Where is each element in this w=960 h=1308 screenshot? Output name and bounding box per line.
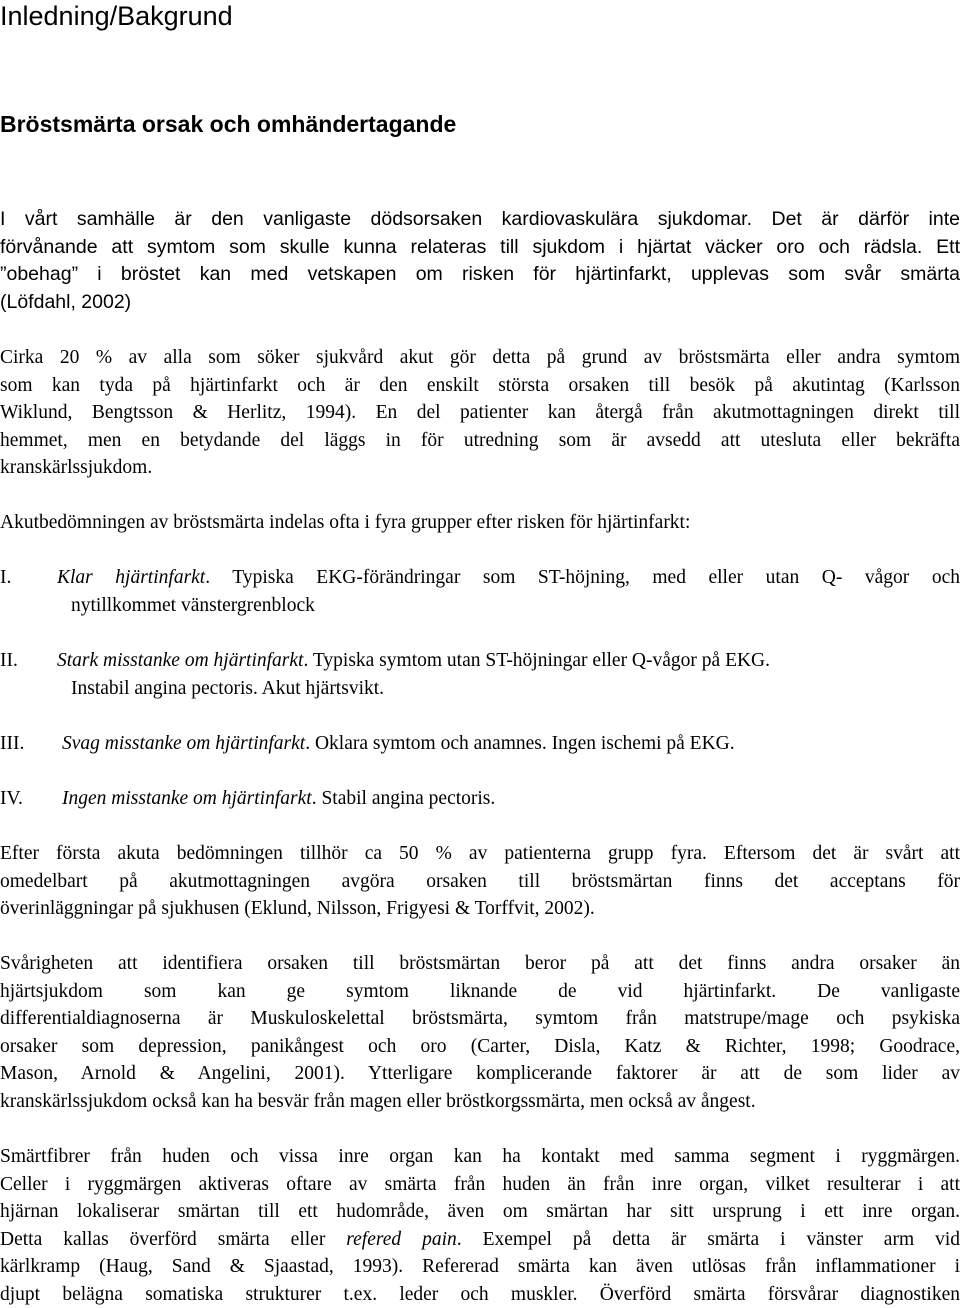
text-line: omedelbart på akutmottagningen avgöra orsaken till bröstsmärtan finns det acceptans för <box>0 870 960 892</box>
text-line: Mason, Arnold & Angelini, 2001). Ytterligare komplicerande faktorer är att de som lider av <box>0 1063 960 1084</box>
text-line: Celler i ryggmärgen aktiveras oftare av smärta från huden än från inre organ, vilket resulterar i att <box>0 1173 960 1195</box>
text-line: orsaker som depression, panikångest och oro (Carter, Disla, Katz & Richter, 1998; Goodrace, <box>0 1035 960 1057</box>
group-description: . Oklara symtom och anamnes. Ingen ischemi på EKG. <box>305 733 735 754</box>
text-line: hjärnan lokaliserar smärtan till ett hudområde, även om smärtan har sitt ursprung i ett inre organ. <box>0 1201 960 1222</box>
list-number: IV. <box>0 788 23 809</box>
text-line: hjärtsjukdom som kan ge symtom liknande de vid hjärtinfarkt. De vanligaste <box>0 980 960 1002</box>
list-item <box>0 785 960 813</box>
text-line: som kan tyda på hjärtinfarkt och är den enskilt största orsaken till besök på akutintag (Karlsson <box>0 374 960 396</box>
group-title: Ingen misstanke om hjärtinfarkt <box>62 788 312 809</box>
list-item <box>0 647 960 703</box>
emphasis-term: refered pain <box>346 1228 457 1250</box>
paragraph-4 <box>0 840 960 923</box>
page-heading: Inledning/Bakgrund <box>0 1 233 31</box>
group-description: . Typiska EKG-förändringar som ST-höjning, med eller utan Q- vågor och <box>205 567 960 588</box>
text-line: kranskärlssjukdom också kan ha besvär från magen eller bröstkorgssmärta, men också av ångest. <box>0 1090 756 1112</box>
text-line: Svårigheten att identifiera orsaken till bröstsmärtan beror på att det finns andra orsaker än <box>0 953 960 974</box>
text-line: Efter första akuta bedömningen tillhör ca 50 % av patienterna grupp fyra. Eftersom det är svårt att <box>0 843 960 864</box>
list-number: II. <box>0 650 18 671</box>
paragraph-6 <box>0 1143 960 1308</box>
text-line: Detta kallas överförd smärta eller refered pain. Exempel på detta är smärta i vänster arm vid <box>0 1228 960 1250</box>
group-title: Klar hjärtinfarkt <box>57 567 206 588</box>
text-line: I vårt samhälle är den vanligaste dödsorsaken kardiovaskulära sjukdomar. Det är därför inte <box>0 208 960 230</box>
text-line: Wiklund, Bengtsson & Herlitz, 1994). En del patienter kan återgå från akutmottagningen direkt till <box>0 402 960 423</box>
paragraph-1 <box>0 206 960 316</box>
paragraph-5 <box>0 950 960 1115</box>
group-description: . Typiska symtom utan ST-höjningar eller Q-vågor på EKG. <box>303 650 771 671</box>
group-description: . Stabil angina pectoris. <box>311 788 496 809</box>
text-line: hemmet, men en betydande del läggs in för utredning som är avsedd att utesluta eller bekräfta <box>0 429 960 451</box>
group-description-cont: Instabil angina pectoris. Akut hjärtsvikt. <box>71 677 385 699</box>
text-line: förvånande att symtom som skulle kunna relateras till sjukdom i hjärtat väcker oro och rädsla. Ett <box>0 235 960 258</box>
group-title: Stark misstanke om hjärtinfarkt <box>57 650 304 671</box>
list-item <box>0 564 960 620</box>
section-subheading: Bröstsmärta orsak och omhändertagande <box>0 111 457 137</box>
text-line: differentialdiagnoserna är Muskuloskelettal bröstsmärta, symtom från matstrupe/mage och psykiska <box>0 1008 960 1029</box>
list-number: III. <box>0 733 25 754</box>
text-line: kranskärlssjukdom. <box>0 457 153 478</box>
text-line: Akutbedömningen av bröstsmärta indelas ofta i fyra grupper efter risken för hjärtinfarkt: <box>0 512 691 533</box>
list-item <box>0 730 960 758</box>
text-line: (Löfdahl, 2002) <box>0 290 132 313</box>
text-line: ”obehag” i bröstet kan med vetskapen om risken för hjärtinfarkt, upplevas som svår smärta <box>0 263 960 285</box>
text-line: djupt belägna somatiska strukturer t.ex. leder och muskler. Överförd smärta försvårar diagnostiken <box>0 1283 960 1305</box>
text-line: kärlkramp (Haug, Sand & Sjaastad, 1993). Refererad smärta kan även utlösas från inflammationer i <box>0 1256 960 1277</box>
text-line: Smärtfibrer från huden och vissa inre organ kan ha kontakt med samma segment i ryggmärgen. <box>0 1146 960 1167</box>
group-description-cont: nytillkommet vänstergrenblock <box>71 594 315 616</box>
group-title: Svag misstanke om hjärtinfarkt <box>62 733 306 754</box>
paragraph-3 <box>0 509 960 537</box>
list-number: I. <box>0 567 12 588</box>
text-line: Cirka 20 % av alla som söker sjukvård akut gör detta på grund av bröstsmärta eller andra symtom <box>0 347 960 368</box>
paragraph-2 <box>0 344 960 482</box>
text-line: överinläggningar på sjukhusen (Eklund, Nilsson, Frigyesi & Torffvit, 2002). <box>0 898 595 919</box>
